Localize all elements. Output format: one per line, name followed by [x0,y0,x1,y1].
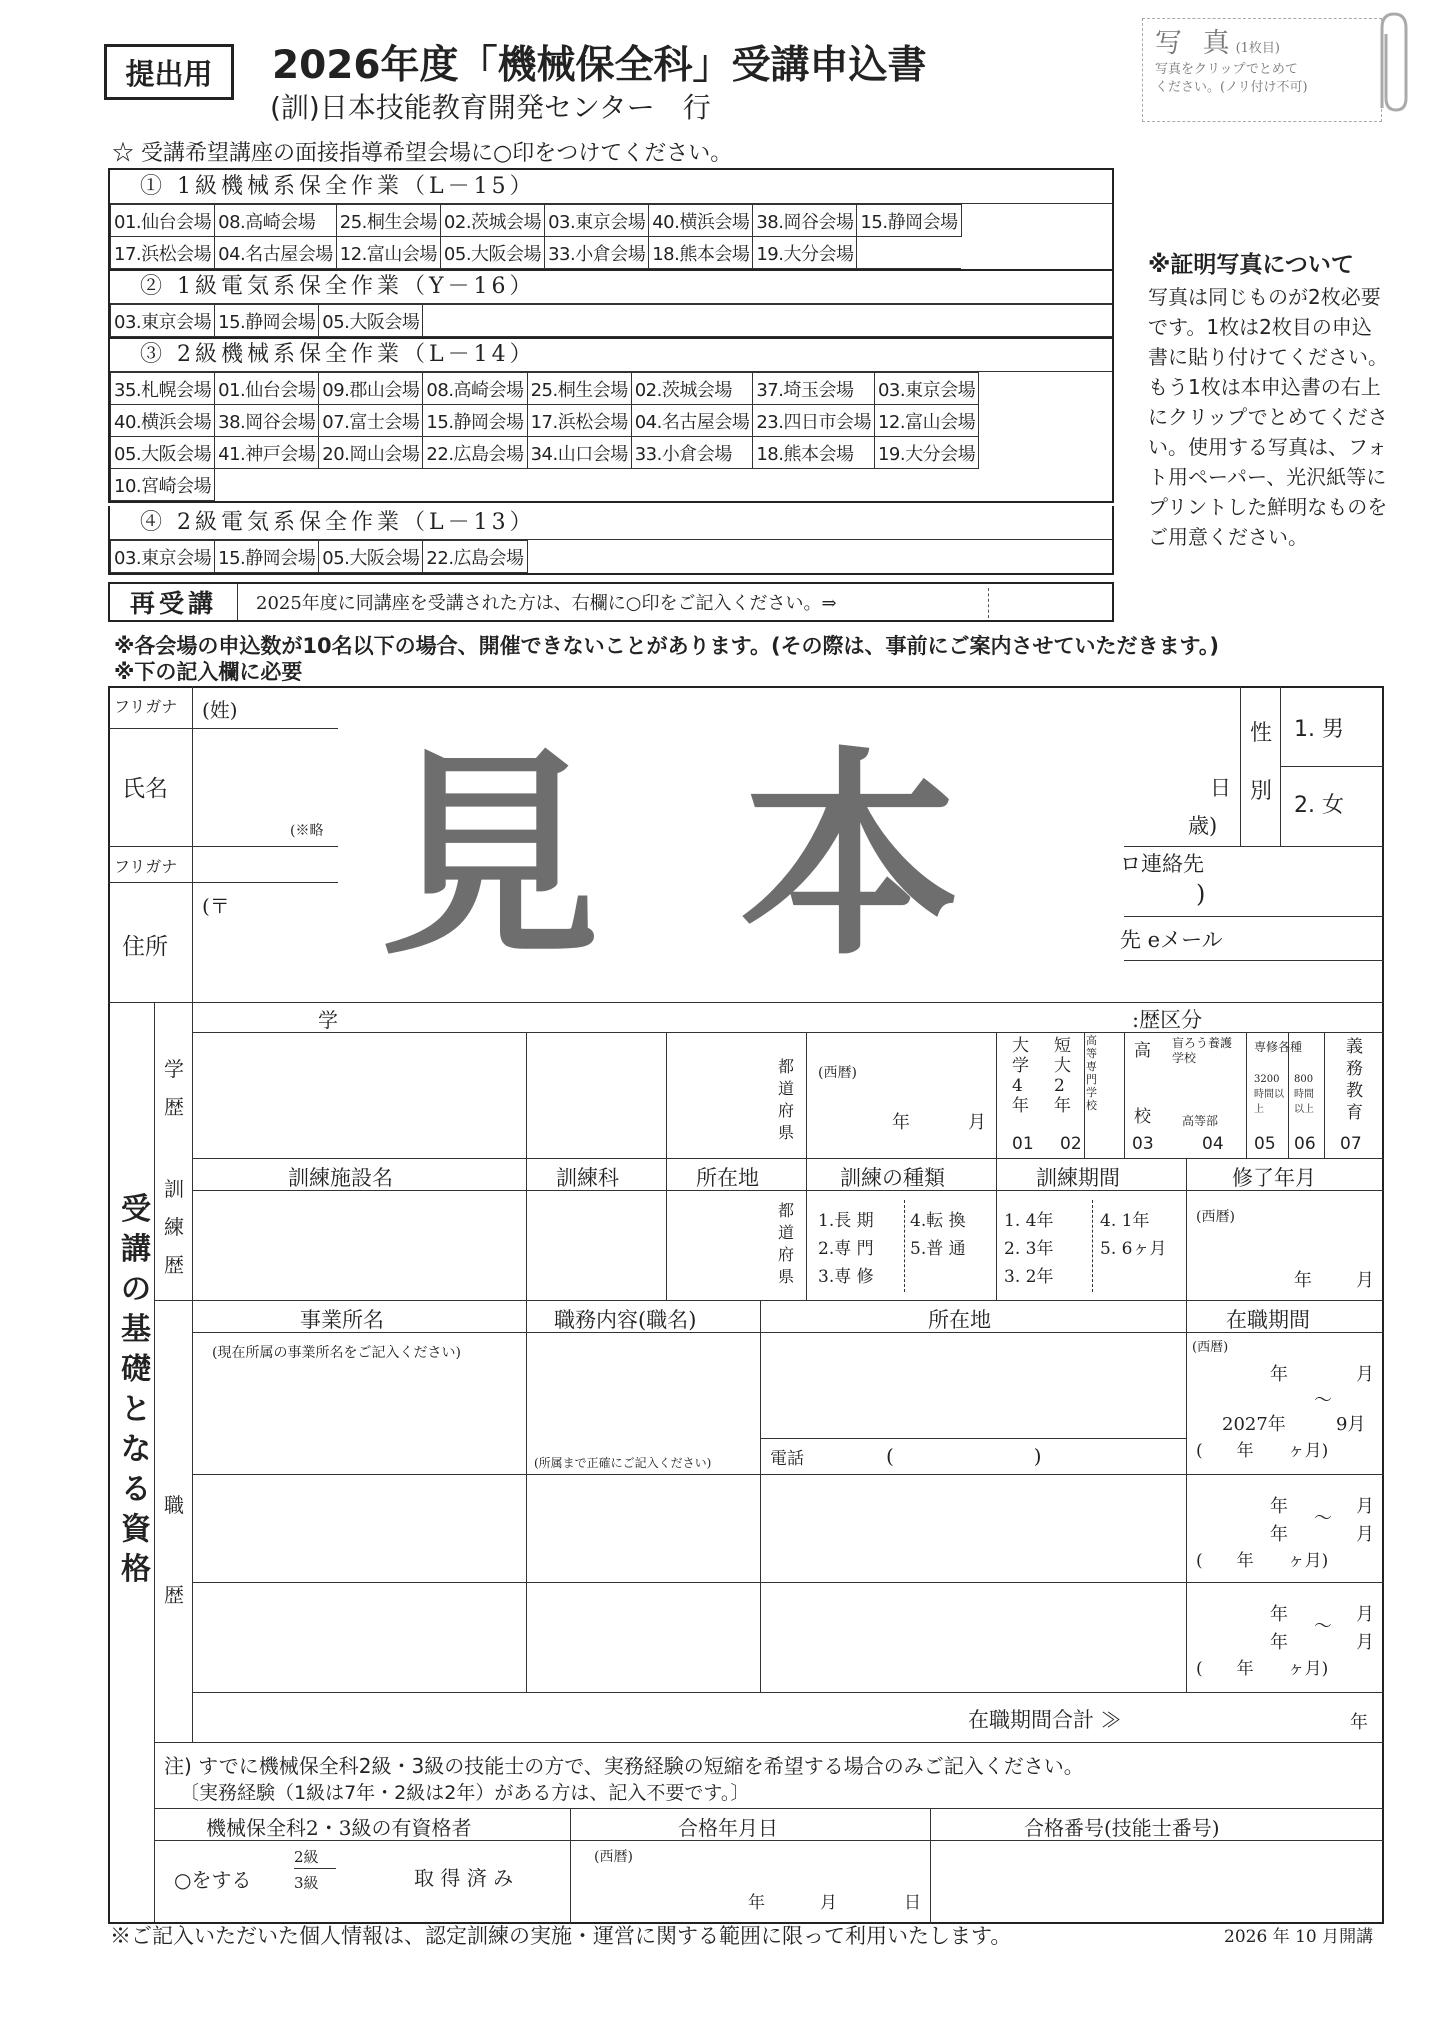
edu-cat-label: 短大2年 [1054,1036,1071,1116]
venue-cell[interactable]: 05.大阪会場 [319,305,423,337]
training-header: 訓練科 [556,1166,619,1190]
rule [108,728,338,729]
month-label: 月 [1356,1524,1374,1545]
seireki-label: (西暦) [818,1065,857,1081]
day-label: 日 [1210,776,1231,800]
training-type[interactable]: 1.長 期 [818,1211,874,1231]
end-month: 9月 [1336,1414,1366,1435]
rule [192,1032,1384,1033]
venue-cell [423,305,1112,337]
seireki-label: (西暦) [1196,1209,1235,1225]
circle-instruction: ○をする [174,1868,252,1892]
venue-cell[interactable]: 34.山口会場 [527,437,631,469]
abbrev-note: (※略 [290,823,324,839]
venue-cell[interactable]: 02.茨城会場 [440,205,544,237]
job-header: 職務内容(職名) [554,1308,697,1332]
venue-cell[interactable]: 40.横浜会場 [649,205,753,237]
venue-cell[interactable]: 05.大阪会場 [319,541,423,573]
venue-cell [215,469,979,501]
course-start: 2026 年 10 月開講 [1224,1927,1374,1947]
rule [1324,1032,1325,1158]
edu-cat-code: 05 [1254,1134,1276,1154]
postal-label: (〒 [202,894,230,918]
months-total: ( 年 ヶ月) [1196,1441,1329,1461]
rule [526,1300,527,1692]
edu-cat-code: 03 [1132,1134,1154,1154]
name-label: 氏名 [122,776,168,802]
rule [192,1692,1384,1693]
photo-title: 写 真 [1155,28,1236,59]
course-4-block [108,506,1114,575]
submit-copy-label: 提出用 [104,44,234,100]
job-header: 事業所名 [300,1308,384,1332]
training-type[interactable]: 2.専 門 [818,1239,874,1259]
sample-stamp: 見本 [380,729,1101,985]
rule [1124,846,1384,847]
rule [1084,1032,1085,1158]
month-label: 月 [1356,1496,1374,1517]
rule [154,1742,1384,1743]
rule [1124,960,1384,961]
rule [192,1474,1384,1475]
rule [1092,1200,1093,1292]
rule [108,1002,1384,1003]
basic-qualification-label: 受講の基礎となる資格 [121,1192,151,1587]
photo-clip-area[interactable] [1142,18,1382,122]
training-header: 訓練施設名 [288,1166,393,1190]
venue-cell[interactable]: 23.四日市会場 [753,405,875,437]
months-total: ( 年 ヶ月) [1196,1551,1329,1571]
month-label: 月 [1356,1364,1374,1385]
edu-cat-label: 義務教育 [1346,1037,1363,1123]
retake-divider [988,588,989,618]
rule [930,1808,931,1924]
edu-cat-label: 盲ろう養護学校 [1172,1036,1233,1065]
sex-label: 性 [1250,721,1273,746]
year-label: 年 [1270,1524,1288,1545]
koutoubu-label: 高等部 [1182,1114,1219,1128]
rule [192,1002,193,1742]
prefecture-label: 都道府県 [778,1057,795,1142]
venue-cell[interactable]: 40.横浜会場 [111,405,215,437]
venue-cell[interactable]: 19.大分会場 [874,437,978,469]
venue-cell[interactable]: 08.高崎会場 [423,373,527,405]
job-header: 在職期間 [1226,1308,1310,1332]
venue-cell[interactable]: 12.富山会場 [336,237,440,269]
venue-cell[interactable]: 04.名古屋会場 [215,237,337,269]
venue-warning: ※各会場の申込数が10名以下の場合、開催できないことがあります。(その際は、事前にご案内させていただきます。) [114,634,1219,658]
rule [1280,766,1384,767]
seireki-label: (西暦) [1192,1340,1229,1355]
edu-cat-label: 専修各種 [1254,1040,1303,1054]
venue-cell[interactable]: 08.高崎会場 [215,205,337,237]
destination: (訓)日本技能教育開発センター 行 [270,91,711,124]
rule [666,1032,667,1300]
rule [760,1438,1186,1439]
venue-cell[interactable]: 15.静岡会場 [215,541,319,573]
privacy-note: ※ご記入いただいた個人情報は、認定訓練の実施・運営に関する範囲に限って利用いたします。 [110,1924,1012,1948]
month-label: 月 [968,1112,986,1133]
training-type[interactable]: 4.転 換 [910,1211,966,1231]
venue-cell [527,541,534,573]
retake-text: 2025年度に同講座を受講された方は、右欄に○印をご記入ください。⇒ [256,593,837,614]
hours-3200: 3200時間以上 [1254,1074,1284,1115]
edu-cat-label: 高 [1134,1041,1151,1061]
months-total: ( 年 ヶ月) [1196,1659,1329,1679]
job-note-dept: (所属まで正確にご記入ください) [534,1456,712,1470]
rule [904,1200,905,1292]
retake-label: 再受講 [110,584,238,620]
training-period[interactable]: 1. 4年 [1004,1211,1054,1231]
furigana-label-2: フリガナ [114,857,178,876]
job-note-company: (現在所属の事業所名をご記入ください) [212,1345,461,1361]
month-label: 月 [1356,1270,1374,1291]
tilde: ～ [1314,1508,1332,1529]
furigana-label: フリガナ [114,697,178,716]
photo-count: (1枚目) [1235,41,1281,56]
phone-label: 電話 [770,1449,804,1469]
venue-cell[interactable]: 20.岡山会場 [319,437,423,469]
venue-cell[interactable]: 07.富士会場 [319,405,423,437]
training-header: 修了年月 [1232,1166,1316,1190]
age-label: 歳) [1188,814,1218,838]
training-label: 訓練歴 [164,1177,184,1277]
photo-note-2: ください。(ノリ付け不可) [1155,80,1308,95]
training-period[interactable]: 2. 3年 [1004,1239,1054,1259]
rule [996,1032,997,1300]
rule [154,1808,1384,1809]
qual-header: 合格年月日 [678,1816,778,1840]
venue-cell[interactable]: 37.埼玉会場 [753,373,875,405]
venue-cell[interactable]: 41.神戸会場 [215,437,319,469]
year-label: 年 [892,1112,910,1133]
year-label: 年 [1270,1632,1288,1653]
venue-cell [857,237,961,269]
year-label: 年 [1294,1270,1312,1291]
entry-warning: ※下の記入欄に必要 [114,660,303,684]
venue-cell[interactable]: 33.小倉会場 [631,437,753,469]
rule [760,1300,761,1692]
venue-cell[interactable]: 03.東京会場 [545,205,649,237]
job-header: 所在地 [928,1308,991,1332]
short-exp-note: 注) すでに機械保全科2級・3級の技能士の方で、実務経験の短縮を希望する場合のみご記入ください。 [164,1754,1084,1778]
venue-cell[interactable]: 33.小倉会場 [545,237,649,269]
year-label: 年 [748,1893,765,1913]
edu-cat-code: 02 [1060,1134,1082,1154]
rule [108,882,338,883]
contact-label: ロ連絡先 [1120,852,1204,876]
paperclip-icon [1362,8,1420,118]
edu-cat-code: 01 [1012,1134,1034,1154]
sex-label-2: 別 [1250,779,1273,804]
acquired-label: 取 得 済 み [414,1866,514,1890]
venue-cell[interactable]: 38.岡谷会場 [753,205,857,237]
venue-cell[interactable]: 18.熊本会場 [649,237,753,269]
rule [1240,686,1241,846]
rule [1124,916,1384,917]
rule [192,1582,1384,1583]
female-option[interactable]: 2. 女 [1294,793,1344,818]
short-exp-sub: 〔実務経験（1級は7年・2級は2年）がある方は、記入不要です。〕 [180,1782,750,1804]
course-3-venue-table [110,372,979,501]
venue-cell[interactable]: 05.大阪会場 [111,437,215,469]
edu-cat-label: 校 [1134,1107,1151,1127]
photo-info-heading: ※証明写真について [1148,252,1354,278]
rule [154,1300,1384,1301]
venue-cell[interactable]: 01.仙台会場 [215,373,319,405]
training-header: 訓練期間 [1036,1166,1120,1190]
training-type[interactable]: 3.専 修 [818,1267,874,1287]
rule [192,686,193,1002]
training-header: 所在地 [696,1166,759,1190]
year-label: 年 [1270,1496,1288,1517]
rule [526,1032,527,1300]
venue-cell[interactable]: 05.大阪会場 [440,237,544,269]
training-period[interactable]: 3. 2年 [1004,1267,1054,1287]
qual-header: 機械保全科2・3級の有資格者 [206,1816,472,1840]
course-4-venue-table [110,540,534,573]
total-period-label: 在職期間合計 ≫ [968,1708,1122,1732]
edu-cat-label: 大学4年 [1012,1036,1029,1116]
venue-cell[interactable]: 15.静岡会場 [423,405,527,437]
course-1-heading: ① 1級機械系保全作業（L－15） [110,170,1112,204]
training-period[interactable]: 4. 1年 [1100,1211,1150,1231]
edu-fragment: 学 [318,1008,338,1032]
rule [192,1158,1384,1159]
course-1-block [108,168,1114,271]
rule [1124,1032,1125,1158]
venue-cell[interactable]: 25.桐生会場 [336,205,440,237]
course-2-heading: ② 1級電気系保全作業（Y－16） [110,270,1112,304]
rule [1186,1300,1187,1692]
month-label: 月 [1356,1632,1374,1653]
rule [294,1868,336,1869]
month-label: 月 [1356,1604,1374,1625]
rule [570,1808,571,1924]
venue-cell[interactable]: 03.東京会場 [111,541,215,573]
venue-cell[interactable]: 22.広島会場 [423,437,527,469]
rule [108,846,338,847]
training-header: 訓練の種類 [840,1166,945,1190]
venue-cell[interactable]: 12.富山会場 [874,405,978,437]
male-option[interactable]: 1. 男 [1294,717,1344,742]
edu-cat-code: 04 [1202,1134,1224,1154]
year-label: 年 [1350,1712,1368,1733]
tilde: ～ [1314,1390,1332,1411]
education-label: 学歴 [164,1057,184,1119]
venue-cell[interactable]: 35.札幌会場 [111,373,215,405]
tilde: ～ [1314,1616,1332,1637]
rule [1186,1158,1187,1300]
venue-cell[interactable]: 04.名古屋会場 [631,405,753,437]
venue-cell[interactable]: 03.東京会場 [111,305,215,337]
koutou-label: 高等専門学校 [1086,1034,1097,1112]
venue-cell[interactable]: 17.浜松会場 [111,237,215,269]
venue-cell[interactable]: 03.東京会場 [874,373,978,405]
photo-info-body: 写真は同じものが2枚必要です。1枚は2枚目の申込書に貼り付けてください。もう1枚は本申込書の右上にクリップでとめてください。使用する写真は、フォト用ペーパー、光沢紙等にプリントした鮮明なものをご用意ください。 [1148,285,1388,549]
email-label: 先 eメール [1120,928,1223,952]
training-type[interactable]: 5.普 通 [910,1239,966,1259]
year-label: 年 [1270,1604,1288,1625]
edu-cat-code: 07 [1340,1134,1362,1154]
form-title: 2026年度「機械保全科」受講申込書 [272,43,927,88]
paren-close: ) [1196,880,1206,908]
venue-cell[interactable]: 38.岡谷会場 [215,405,319,437]
venue-cell[interactable]: 18.熊本会場 [753,437,875,469]
hours-800: 800時間以上 [1294,1074,1314,1115]
prefecture-label: 都道府県 [778,1201,795,1286]
venue-cell[interactable]: 10.宮崎会場 [111,469,215,501]
venue-cell[interactable]: 25.桐生会場 [527,373,631,405]
venue-cell[interactable]: 15.静岡会場 [215,305,319,337]
qual-header: 合格番号(技能士番号) [1024,1816,1220,1840]
venue-notice: ☆ 受講希望講座の面接指導希望会場に○印をつけてください。 [112,141,733,166]
phone-paren: ( ) [886,1444,1042,1468]
address-label: 住所 [122,934,168,960]
day-label: 日 [904,1893,921,1913]
training-period[interactable]: 5. 6ヶ月 [1100,1239,1167,1259]
edu-class-label: :歴区分 [1132,1008,1203,1032]
venue-cell[interactable]: 15.静岡会場 [857,205,961,237]
rule [806,1032,807,1300]
course-1-venue-table [110,204,962,269]
job-history-label: 職歴 [164,1493,184,1607]
course-3-block [108,338,1114,503]
surname-label: (姓) [202,698,238,722]
rule [1246,1032,1247,1158]
grade-3-option[interactable]: 3級 [294,1874,319,1892]
seireki-label: (西暦) [594,1849,633,1865]
venue-cell[interactable]: 22.広島会場 [423,541,527,573]
venue-cell[interactable]: 02.茨城会場 [631,373,753,405]
retake-row [108,582,1114,622]
venue-cell[interactable]: 01.仙台会場 [111,205,215,237]
end-year: 2027年 [1222,1414,1286,1435]
venue-cell[interactable]: 19.大分会場 [753,237,857,269]
course-2-block [108,270,1114,339]
course-3-heading: ③ 2級機械系保全作業（L－14） [110,338,1112,372]
venue-cell[interactable]: 17.浜松会場 [527,405,631,437]
venue-cell[interactable]: 09.郡山会場 [319,373,423,405]
course-2-venue-table [110,304,1112,337]
edu-cat-code: 06 [1294,1134,1316,1154]
grade-2-option[interactable]: 2級 [294,1848,319,1866]
photo-note-1: 写真をクリップでとめて [1155,62,1298,77]
year-label: 年 [1270,1364,1288,1385]
course-4-heading: ④ 2級電気系保全作業（L－13） [110,506,1112,540]
month-label: 月 [820,1893,837,1913]
